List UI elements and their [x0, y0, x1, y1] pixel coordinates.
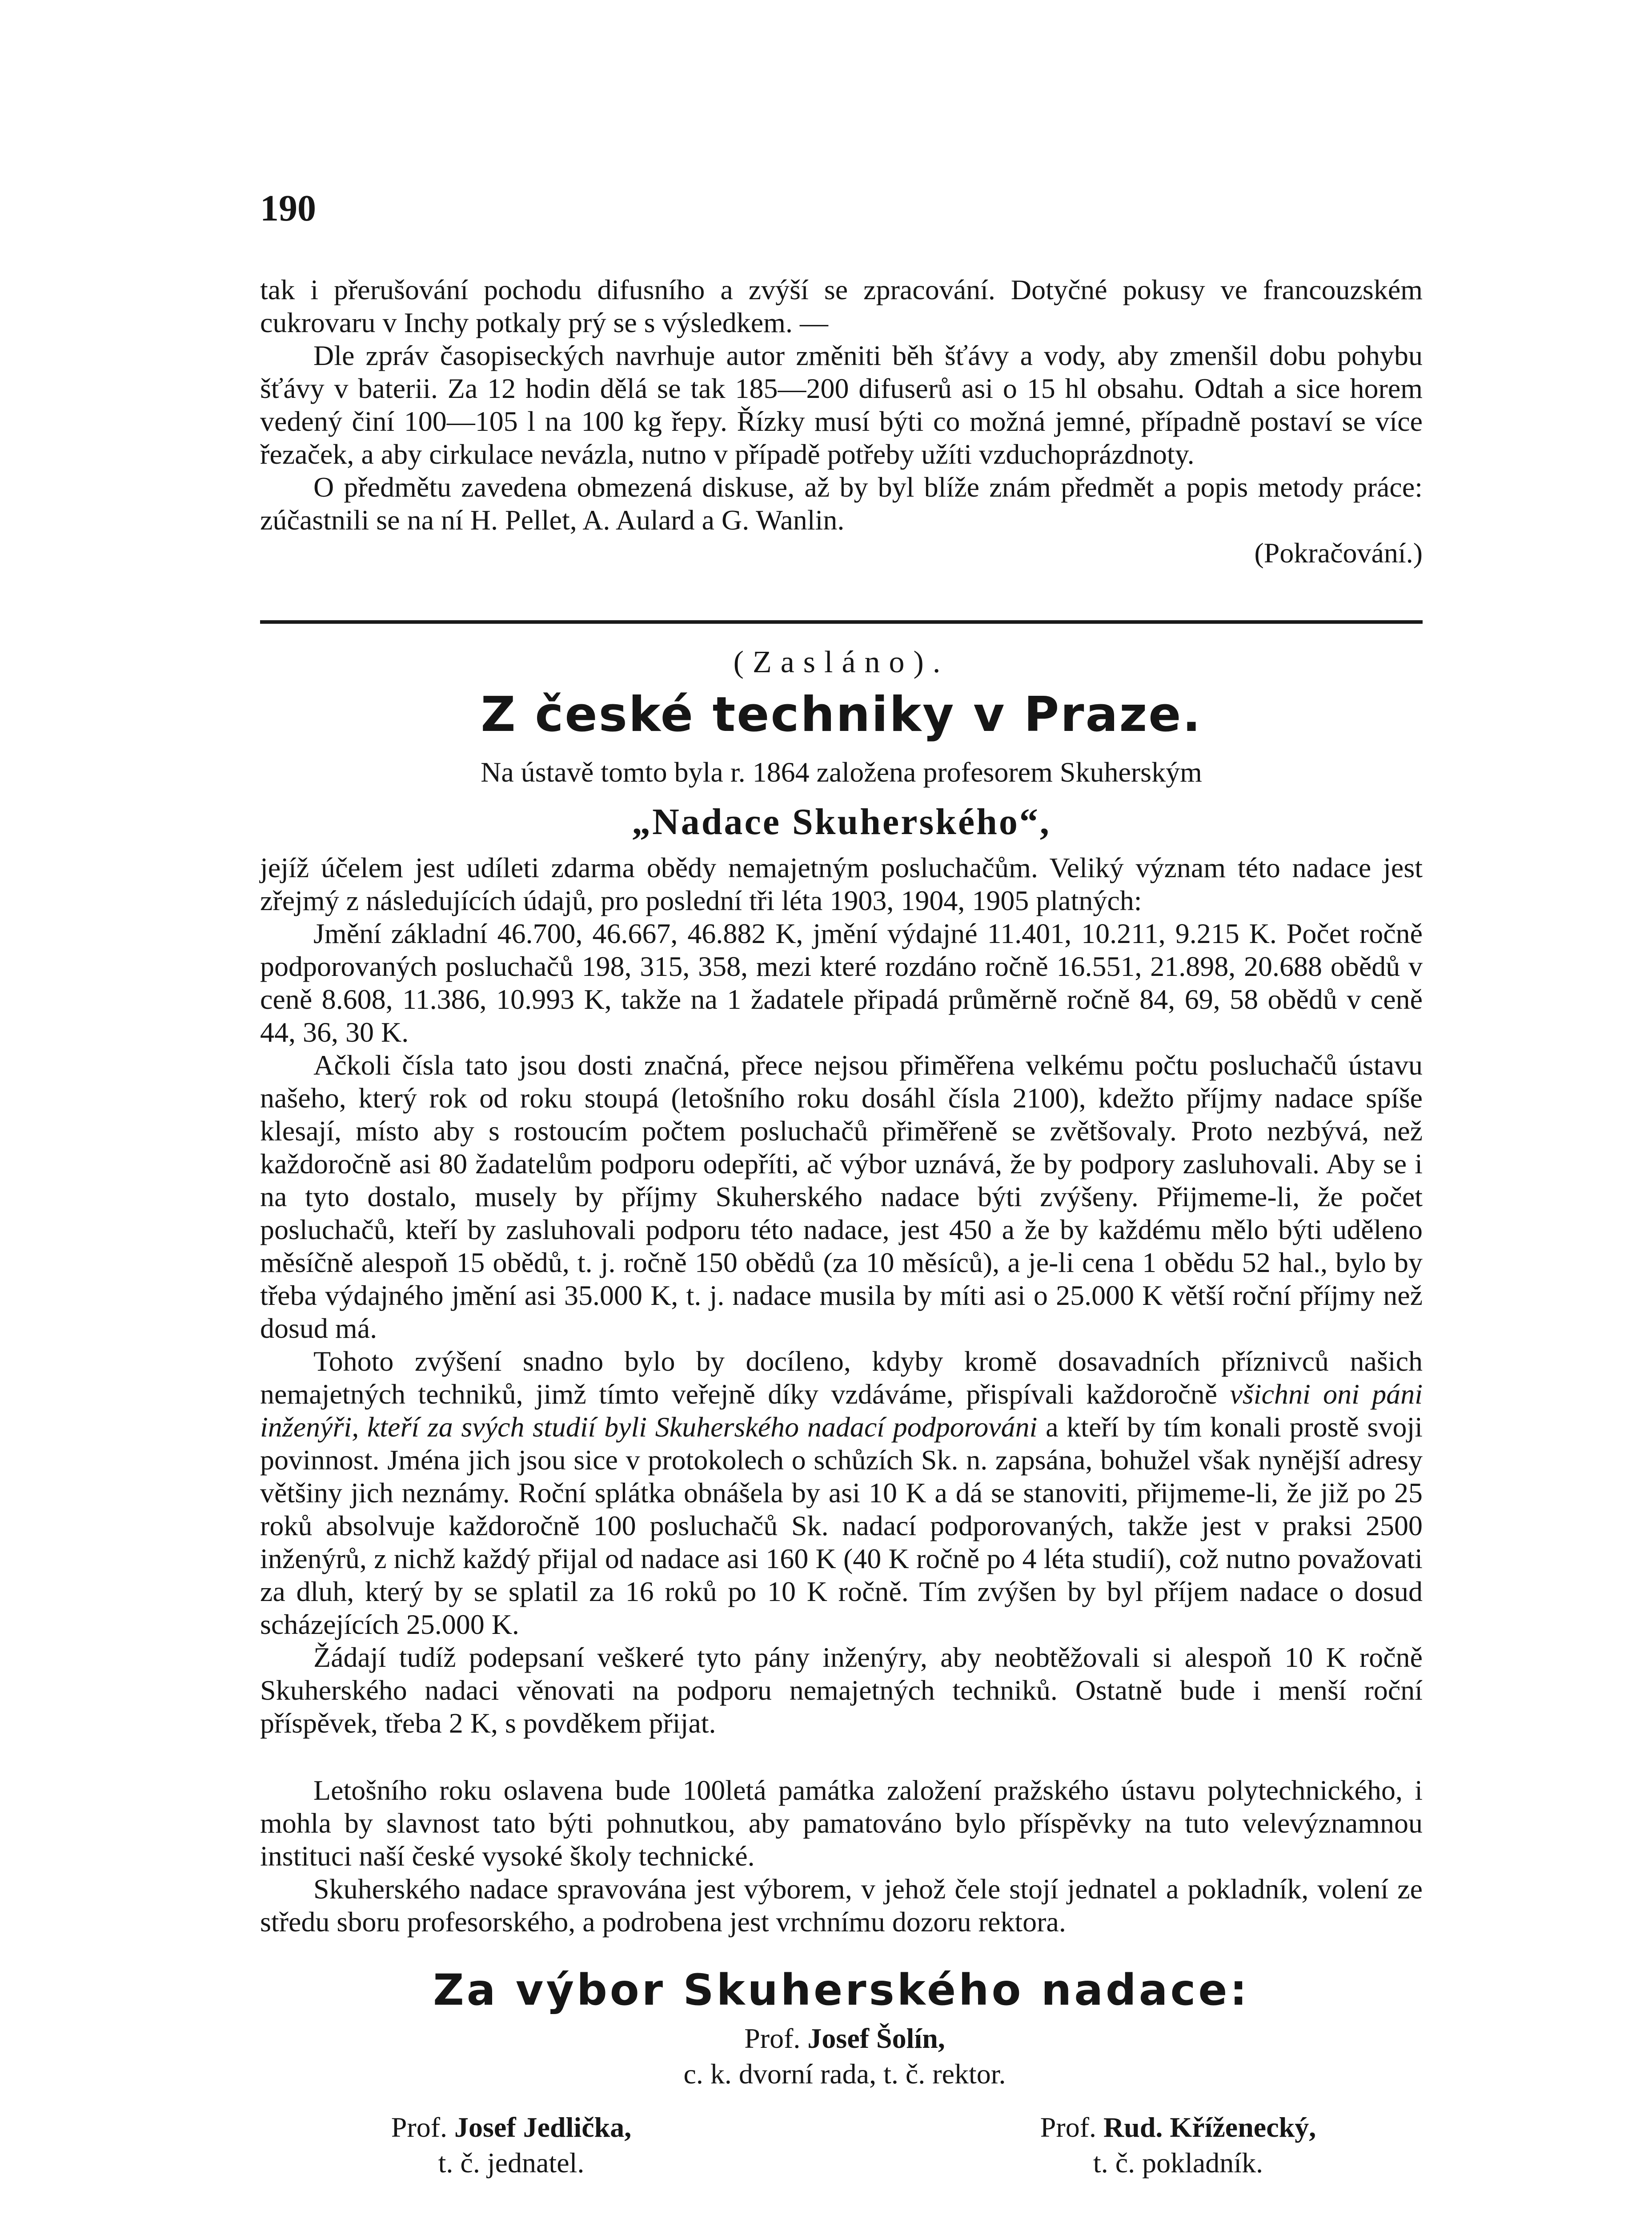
signatory-rector — [578, 2021, 1111, 2092]
signatory-role: t. č. pokladník. — [1093, 2147, 1263, 2179]
body-paragraph: Ačkoli čísla tato jsou dosti značná, přece nejsou přiměřena velkému počtu posluchačů ústavu našeho, který rok od roku stoupá (letošního roku dosáhl čísla 2100), kdežto příjmy nadace spíše klesají, místo aby s rostoucím počtem posluchačů přiměřeně se zvětšovaly. Proto nezbývá, než každoročně asi 80 žadatelům podporu odepříti, ač výbor uznává, že by podpory zasluhovali. Aby se i na tyto dostalo, musely by příjmy Skuherského nadace býti zvýšeny. Přijmeme-li, že počet posluchačů, kteří by zasluhovali podporu této nadace, jest 450 a že by každému mělo býti uděleno měsíčně alespoň 15 obědů, t. j. ročně 150 obědů (za 10 měsíců), a je-li cena 1 obědu 52 hal., bylo by třeba výdajného jmění asi 35.000 K, t. j. nadace musila by míti asi o 25.000 K větší roční příjmy než dosud má. — [260, 1049, 1423, 1344]
article-title: Z české techniky v Praze. — [481, 687, 1202, 742]
article-subline: Na ústavě tomto byla r. 1864 založena profesorem Skuherským — [481, 756, 1202, 788]
body-paragraph: Žádají tudíž podepsaní veškeré tyto pány inženýry, aby neobtěžovali si alespoň 10 K ročně Skuherského nadaci věnovati na podporu nemajetných techniků. Ostatně bude i menší roční příspěvek, třeba 2 K, s povděkem přijat. — [260, 1641, 1423, 1739]
signatory-name: Josef Jedlička, — [454, 2111, 632, 2143]
intro-section — [260, 273, 1423, 570]
closing-paragraph: Skuherského nadace spravována jest výborem, v jehož čele stojí jednatel a pokladník, volení ze středu sboru profesorského, a podrobena jest vrchnímu dozoru rektora. — [260, 1873, 1423, 1938]
intro-paragraph: Dle zpráv časopiseckých navrhuje autor změniti běh šťávy a vody, aby zmenšil dobu pohybu šťávy v baterii. Za 12 hodin dělá se tak 185—200 difuserů asi o 15 hl obsahu. Odtah a sice horem vedený činí 100—105 l na 100 kg řepy. Řízky musí býti co možná jemné, případně postaví se více řezaček, a aby cirkulace nevázla, nutno v případě potřeby užíti vzduchoprázdnoty. — [260, 340, 1423, 470]
article-body — [260, 851, 1423, 1740]
tohoto-text: a kteří by tím konali prostě svoji povinnost. Jména jich jsou sice v protokolech o schůzích Sk. n. zapsána, bohužel však nynější adresy většiny jich neznámy. Roční splátka obnášela by asi 10 K a dá se stanoviti, přijmeme-li, že již po 25 roků absolvuje každoročně 100 posluchačů Sk. nadací podporovaných, takže jest v praksi 2500 inženýrů, z nichž každý přijal od nadace asi 160 K (40 K ročně po 4 léta studií), což nutno považovati za dluh, který by se splatil za 16 roků po 10 K ročně. Tím zvýšen by byl příjem nadace o dosud scházejících 25.000 K. — [260, 1411, 1423, 1640]
body-paragraph-tohoto — [260, 1345, 1423, 1641]
zaslano-label: (Zasláno). — [733, 645, 950, 679]
intro-paragraph: O předmětu zavedena obmezená diskuse, až by byl blíže znám předmět a popis metody práce: zúčastnili se na ní H. Pellet, A. Aulard a G. Wanlin. — [260, 471, 1423, 536]
signatory-treasurer — [956, 2110, 1400, 2181]
body-paragraph: jejíž účelem jest udíleti zdarma obědy nemajetným posluchačům. Veliký význam této nadace jest zřejmý z následujících údajů, pro poslední tři léta 1903, 1904, 1905 platných: — [260, 852, 1423, 916]
signatory-prefix: Prof. — [391, 2111, 455, 2143]
signatory-secretary — [311, 2110, 711, 2181]
page-number: 190 — [260, 188, 316, 229]
foundation-name: „Nadace Skuherského“, — [632, 801, 1051, 843]
section-divider — [260, 620, 1423, 624]
signatory-role: t. č. jednatel. — [438, 2147, 585, 2179]
signatory-name: Josef Šolín, — [807, 2022, 945, 2054]
tohoto-text: Tohoto zvýšení snadno bylo by docíleno, kdyby kromě dosavadních příznivců našich nemajetných techniků, jimž tímto veřejně díky vzdáváme, přispívali každoročně — [260, 1345, 1423, 1410]
committee-heading: Za výbor Skuherského nadace: — [433, 1965, 1250, 2015]
closing-section — [260, 1774, 1423, 1938]
intro-paragraph: tak i přerušování pochodu difusního a zvýší se zpracování. Dotyčné pokusy ve francouzském cukrovaru v Inchy potkaly prý se s výsledkem. — — [260, 274, 1423, 338]
body-paragraph: Jmění základní 46.700, 46.667, 46.882 K, jmění výdajné 11.401, 10.211, 9.215 K. Počet ročně podporovaných posluchačů 198, 315, 358, mezi které rozdáno ročně 16.551, 21.898, 20.688 obědů v ceně 8.608, 11.386, 10.993 K, takže na 1 žadatele připadá průměrně ročně 84, 69, 58 obědů v ceně 44, 36, 30 K. — [260, 918, 1423, 1048]
tohoto-italic: všichni oni páni inženýři, kteří za svých studií byli Skuherského nadací podporováni — [260, 1378, 1423, 1443]
signatory-name: Rud. Kříženecký, — [1103, 2111, 1316, 2143]
closing-paragraph: Letošního roku oslavena bude 100letá památka založení pražského ústavu polytechnického, i mohla by slavnost tato býti pohnutkou, aby pamatováno bylo příspěvky na tuto velevýznamnou instituci naší české vysoké školy technické. — [260, 1774, 1423, 1872]
signatory-prefix: Prof. — [1040, 2111, 1104, 2143]
signatory-prefix: Prof. — [744, 2022, 808, 2054]
continuation-note: (Pokračování.) — [1254, 537, 1423, 569]
signatory-role: c. k. dvorní rada, t. č. rektor. — [683, 2058, 1006, 2090]
